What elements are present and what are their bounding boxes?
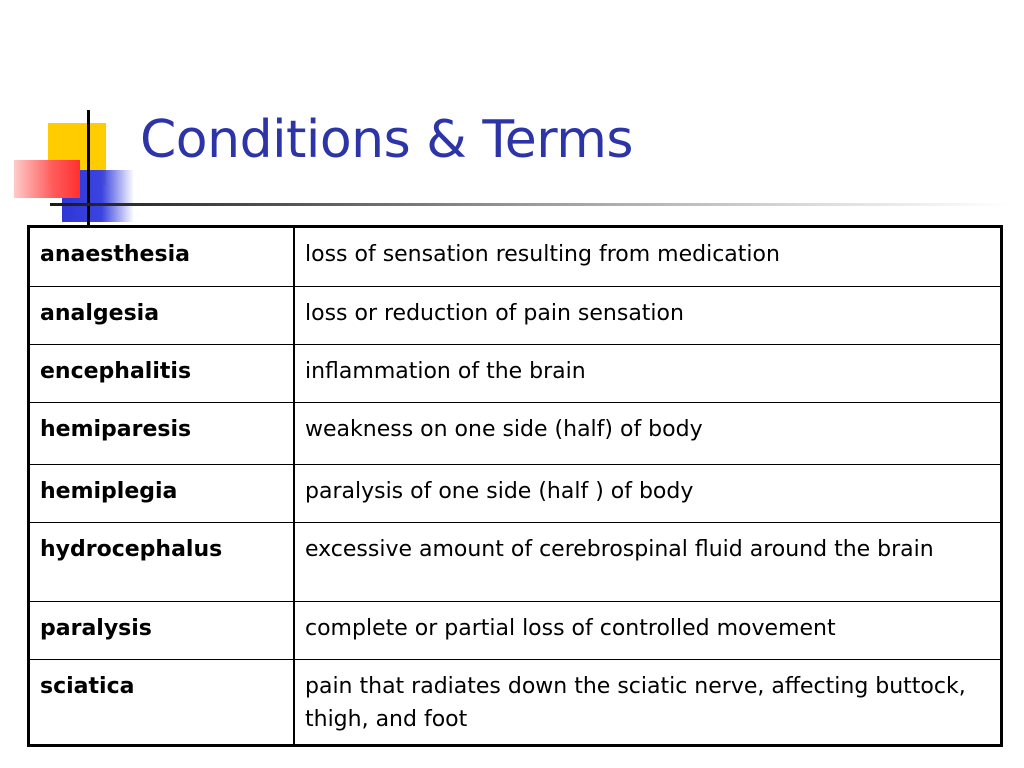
definition-cell: pain that radiates down the sciatic nerve, affecting buttock, thigh, and foot	[294, 660, 1002, 746]
table-row	[29, 345, 1002, 403]
term-cell: sciatica	[29, 660, 295, 746]
ornament-vertical-line	[87, 110, 90, 228]
table-row	[29, 523, 1002, 602]
definition-cell: inflammation of the brain	[294, 345, 1002, 403]
term-cell: hemiparesis	[29, 403, 295, 465]
table-row	[29, 660, 1002, 746]
definition-cell: complete or partial loss of controlled movement	[294, 602, 1002, 660]
term-cell: analgesia	[29, 287, 295, 345]
definition-cell: excessive amount of cerebrospinal fluid around the brain	[294, 523, 1002, 602]
definition-cell: paralysis of one side (half ) of body	[294, 465, 1002, 523]
table-row	[29, 465, 1002, 523]
term-cell: encephalitis	[29, 345, 295, 403]
term-cell: hemiplegia	[29, 465, 295, 523]
table-row	[29, 403, 1002, 465]
table-row	[29, 287, 1002, 345]
term-cell: hydrocephalus	[29, 523, 295, 602]
title-underline-divider	[50, 203, 1010, 206]
ornament-red-square	[14, 160, 80, 198]
table-row	[29, 227, 1002, 287]
definition-cell: loss of sensation resulting from medication	[294, 227, 1002, 287]
definition-cell: loss or reduction of pain sensation	[294, 287, 1002, 345]
terms-table	[27, 225, 1003, 747]
term-cell: paralysis	[29, 602, 295, 660]
table-row	[29, 602, 1002, 660]
definition-cell: weakness on one side (half) of body	[294, 403, 1002, 465]
slide-title: Conditions & Terms	[140, 110, 633, 170]
term-cell: anaesthesia	[29, 227, 295, 287]
